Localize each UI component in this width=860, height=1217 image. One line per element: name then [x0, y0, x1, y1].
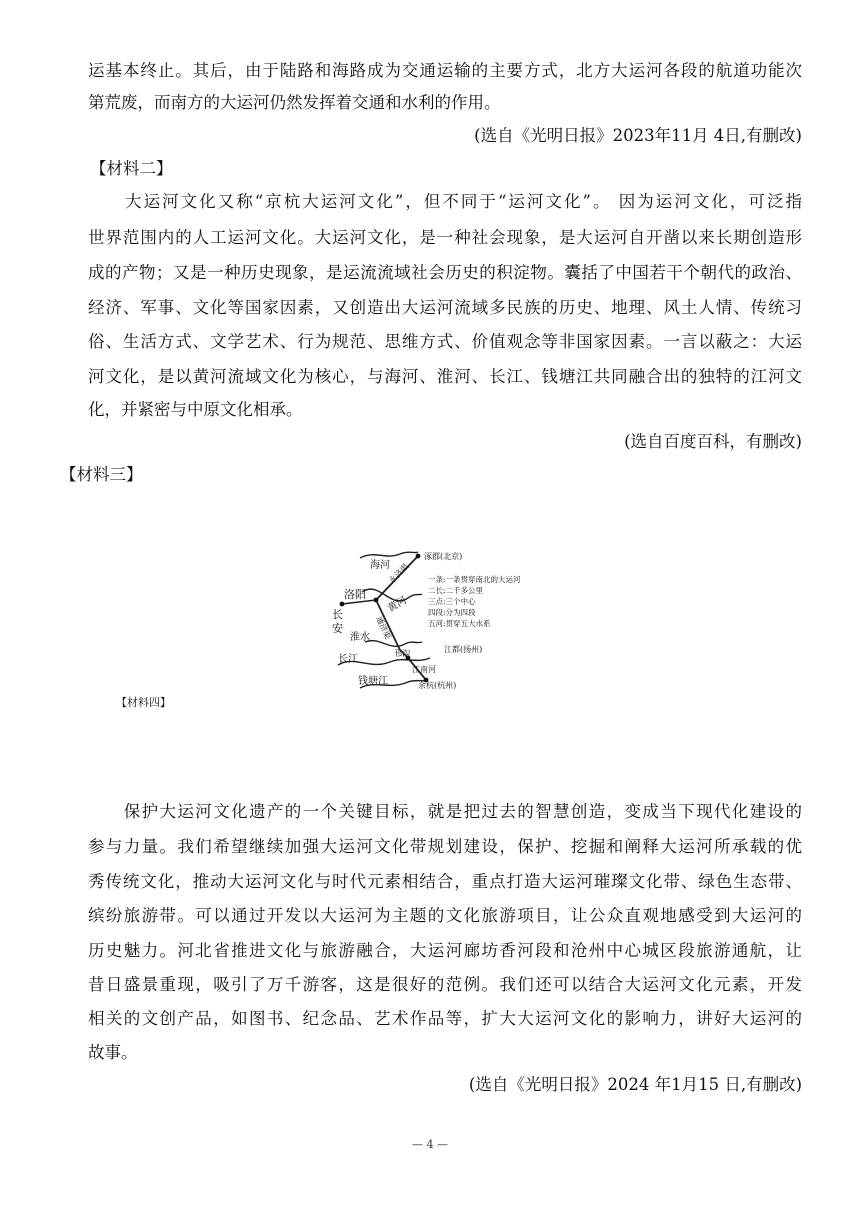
- para-top-line-1: 运基本终止。其后，由于陆路和海路成为交通运输的主要方式，北方大运河各段的航道功能次: [88, 61, 802, 80]
- para2-line-5: 俗、生活方式、文学艺术、行为规范、思维方式、价值观念等非国家因素。一言以蔽之：大运: [88, 332, 802, 351]
- map-label-huanghe: 黄河: [386, 595, 409, 615]
- para4-line-3: 秀传统文化，推动大运河文化与时代元素相结合，重点打造大运河璀璨文化带、绿色生态带、: [88, 872, 802, 891]
- para4-line-1: 保护大运河文化遗产的一个关键目标，就是把过去的智慧创造，变成当下现代化建设的: [88, 802, 802, 821]
- map-legend: [428, 574, 521, 628]
- para4-line-8: 故事。: [88, 1043, 138, 1062]
- source-1: (选自《光明日报》2023年11月 4日,有删改): [474, 126, 802, 145]
- grand-canal-map: [330, 540, 521, 692]
- para-top-line-2: 第荒废，而南方的大运河仍然发挥着交通和水利的作用。: [88, 93, 501, 112]
- source-2: (选自百度百科，有删改): [624, 432, 802, 451]
- map-legend-item: 三点:三个中心: [428, 597, 476, 606]
- para2-line-2: 世界范围内的人工运河文化。大运河文化，是一种社会现象，是大运河自开凿以来长期创造形: [88, 228, 802, 247]
- luoyang-point: [374, 598, 379, 603]
- map-legend-item: 四段:分为四段: [428, 608, 476, 617]
- map-label-changjiang: 长江: [338, 654, 358, 665]
- map-label-yuhang: 余杭(杭州): [418, 681, 457, 690]
- map-label-huaishui: 淮水: [350, 632, 370, 643]
- map-label-hangou: 邗沟: [394, 649, 410, 658]
- map-label-an: 安: [332, 622, 343, 635]
- map-label-yongji: 永济渠: [387, 562, 411, 586]
- map-label-jiangnanhe: 江南河: [412, 665, 436, 674]
- heading-material-4: 【材料四】: [116, 696, 171, 709]
- para2-line-6: 河文化，是以黄河流域文化为核心，与海河、淮河、长江、钱塘江共同融合出的独特的江河文: [88, 367, 802, 386]
- para2-line-7: 化，并紧密与中原文化相承。: [88, 400, 303, 419]
- map-legend-item: 二长:二千多公里: [428, 586, 484, 595]
- para4-line-5: 历史魅力。河北省推进文化与旅游融合，大运河廊坊香河段和沧州中心城区段旅游通航，让: [88, 941, 802, 960]
- map-label-tongji: 通济渠: [374, 615, 393, 641]
- para2-line-3: 成的产物；又是一种历史现象，是运流流域社会历史的积淀物。囊括了中国若干个朝代的政治、: [88, 263, 802, 282]
- para2-line-4: 经济、军事、文化等国家因素，又创造出大运河流域多民族的历史、地理、风土人情、传统习: [88, 298, 802, 317]
- map-legend-item: 一条:一条贯穿南北的大运河: [428, 575, 521, 584]
- zhuojun-point: [416, 554, 421, 559]
- para4-line-4: 缤纷旅游带。可以通过开发以大运河为主题的文化旅游项目，让公众直观地感受到大运河的: [88, 906, 802, 925]
- para2-line-1: 大运河文化又称“京杭大运河文化”，但不同于“运河文化”。 因为运河文化，可泛指: [88, 192, 802, 211]
- source-4: (选自《光明日报》2024 年1月15 日,有删改): [468, 1075, 802, 1094]
- changan-point: [340, 602, 345, 607]
- para4-line-7: 相关的文创产品，如图书、纪念品、艺术作品等，扩大大运河文化的影响力，讲好大运河的: [88, 1009, 802, 1028]
- heading-material-3: 【材料三】: [60, 465, 143, 484]
- haihe-river: [360, 552, 418, 558]
- para4-line-6: 昔日盛景重现，吸引了万千游客，这是很好的范例。我们还可以结合大运河文化元素，开发: [88, 975, 802, 994]
- map-label-luoyang: 洛阳: [344, 588, 366, 601]
- map-label-haihe: 海河: [370, 560, 390, 571]
- page-number: — 4 —: [412, 1138, 448, 1151]
- map-label-chang: 长: [332, 608, 343, 621]
- huaishui-river: [365, 641, 422, 647]
- heading-material-2: 【材料二】: [90, 159, 173, 178]
- map-label-qiantangjiang: 钱塘江: [358, 676, 388, 687]
- para4-line-2: 参与力量。我们希望继续加强大运河文化带规划建设，保护、挖掘和阐释大运河所承载的优: [88, 837, 802, 856]
- map-legend-item: 五河:贯穿五大水系: [428, 619, 491, 628]
- huanghe-river: [362, 589, 422, 601]
- map-label-jiangdu: 江都(扬州): [444, 645, 483, 654]
- map-label-zhuojun: 涿郡(北京): [424, 552, 463, 561]
